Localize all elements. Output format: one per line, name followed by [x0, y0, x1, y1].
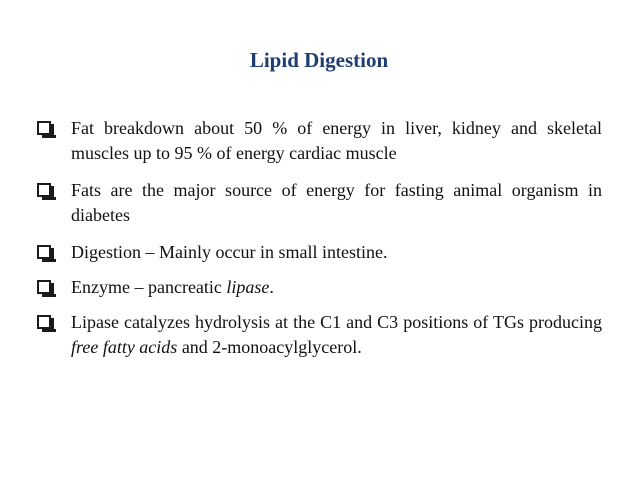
bullet-text-suffix: and 2-monoacylglycerol. — [177, 337, 362, 357]
bullet-item — [36, 275, 602, 300]
checkbox-square-icon — [37, 183, 51, 197]
bullet-text-italic: lipase — [226, 277, 270, 297]
bullet-item — [36, 178, 602, 228]
checkbox-square-icon — [37, 280, 51, 294]
checkbox-square-icon — [37, 315, 51, 329]
bullet-item — [36, 240, 602, 265]
bullet-text-italic: free fatty acids — [71, 337, 178, 357]
bullet-text: Digestion – Mainly occur in small intestine. — [71, 242, 388, 262]
slide-title: Lipid Digestion — [249, 48, 389, 72]
bullet-text-prefix: Enzyme – pancreatic — [71, 277, 227, 297]
bullet-text: Fat breakdown about 50 % of energy in liver, kidney and skeletal muscles up to 95 % of energy cardiac muscle — [71, 118, 602, 163]
checkbox-square-icon — [37, 245, 51, 259]
bullet-item — [36, 310, 602, 360]
bullet-text-suffix: . — [269, 277, 274, 297]
checkbox-square-icon — [37, 121, 51, 135]
bullet-text: Fats are the major source of energy for fasting animal organism in diabetes — [71, 180, 602, 225]
bullet-text-prefix: Lipase catalyzes hydrolysis at the C1 and C3 positions of TGs producing — [71, 312, 602, 332]
bullet-item — [36, 116, 602, 166]
bullet-list — [36, 116, 602, 372]
